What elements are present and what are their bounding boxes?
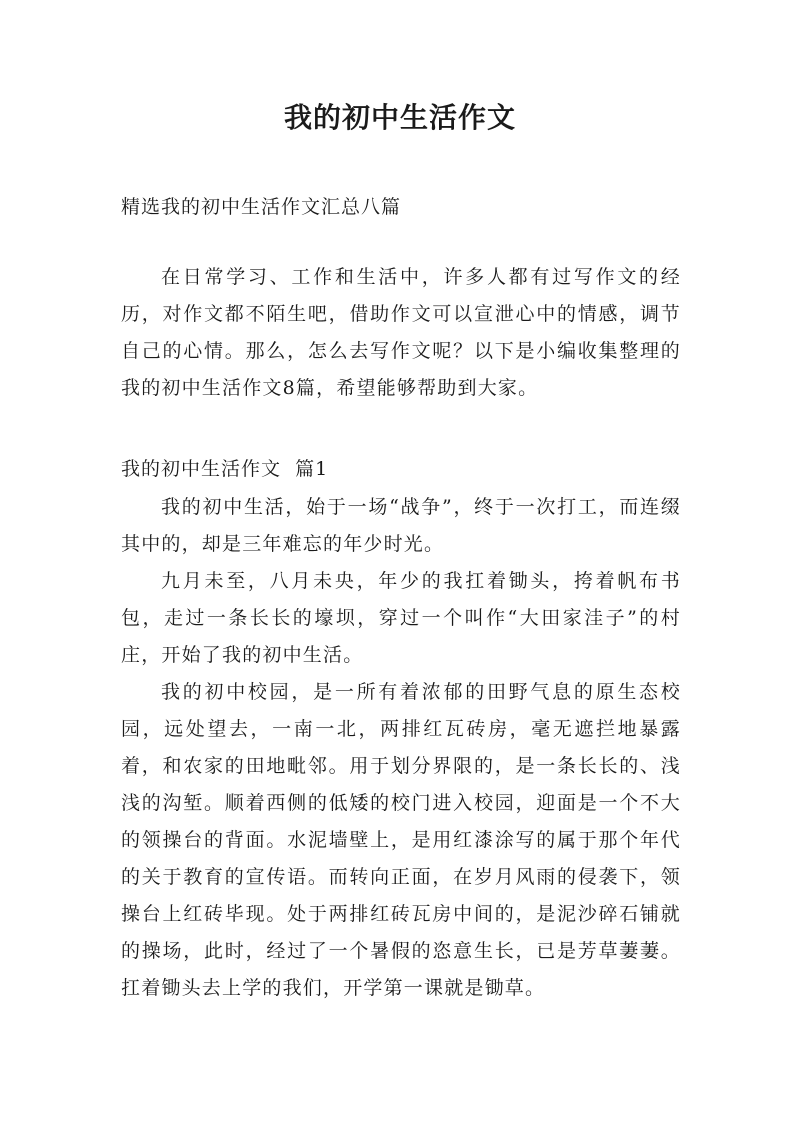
intro-paragraph: 在日常学习、工作和生活中，许多人都有过写作文的经历，对作文都不陌生吧，借助作文可以宣泄心中的情感，调节自己的心情。那么，怎么去写作文呢？以下是小编收集整理的我的初中生活作文8篇，希望能够帮助到大家。 bbox=[121, 266, 681, 399]
body-paragraph: 九月未至，八月未央，年少的我扛着锄头，挎着帆布书包，走过一条长长的壕坝，穿过一个叫作“大田家洼子”的村庄，开始了我的初中生活。 bbox=[121, 570, 681, 666]
document-subtitle: 精选我的初中生活作文汇总八篇 bbox=[121, 196, 402, 218]
essay-body bbox=[121, 489, 681, 1007]
body-paragraph: 我的初中校园，是一所有着浓郁的田野气息的原生态校园，远处望去，一南一北，两排红瓦砖房，毫无遮拦地暴露着，和农家的田地毗邻。用于划分界限的，是一条长长的、浅浅的沟堑。顺着西侧的低矮的校门进入校园，迎面是一个不大的领操台的背面。水泥墙壁上，是用红漆涂写的属于那个年代的关于教育的宣传语。而转向正面，在岁月风雨的侵袭下，领操台上红砖毕现。处于两排红砖瓦房中间的，是泥沙碎石铺就的操场，此时，经过了一个暑假的恣意生长，已是芳草萋萋。扛着锄头去上学的我们，开学第一课就是锄草。 bbox=[121, 681, 681, 999]
section-heading: 我的初中生活作文 篇1 bbox=[121, 458, 329, 480]
document-title: 我的初中生活作文 bbox=[283, 101, 516, 134]
body-paragraph: 我的初中生活，始于一场“战争”，终于一次打工，而连缀其中的，却是三年难忘的年少时光。 bbox=[121, 496, 681, 555]
